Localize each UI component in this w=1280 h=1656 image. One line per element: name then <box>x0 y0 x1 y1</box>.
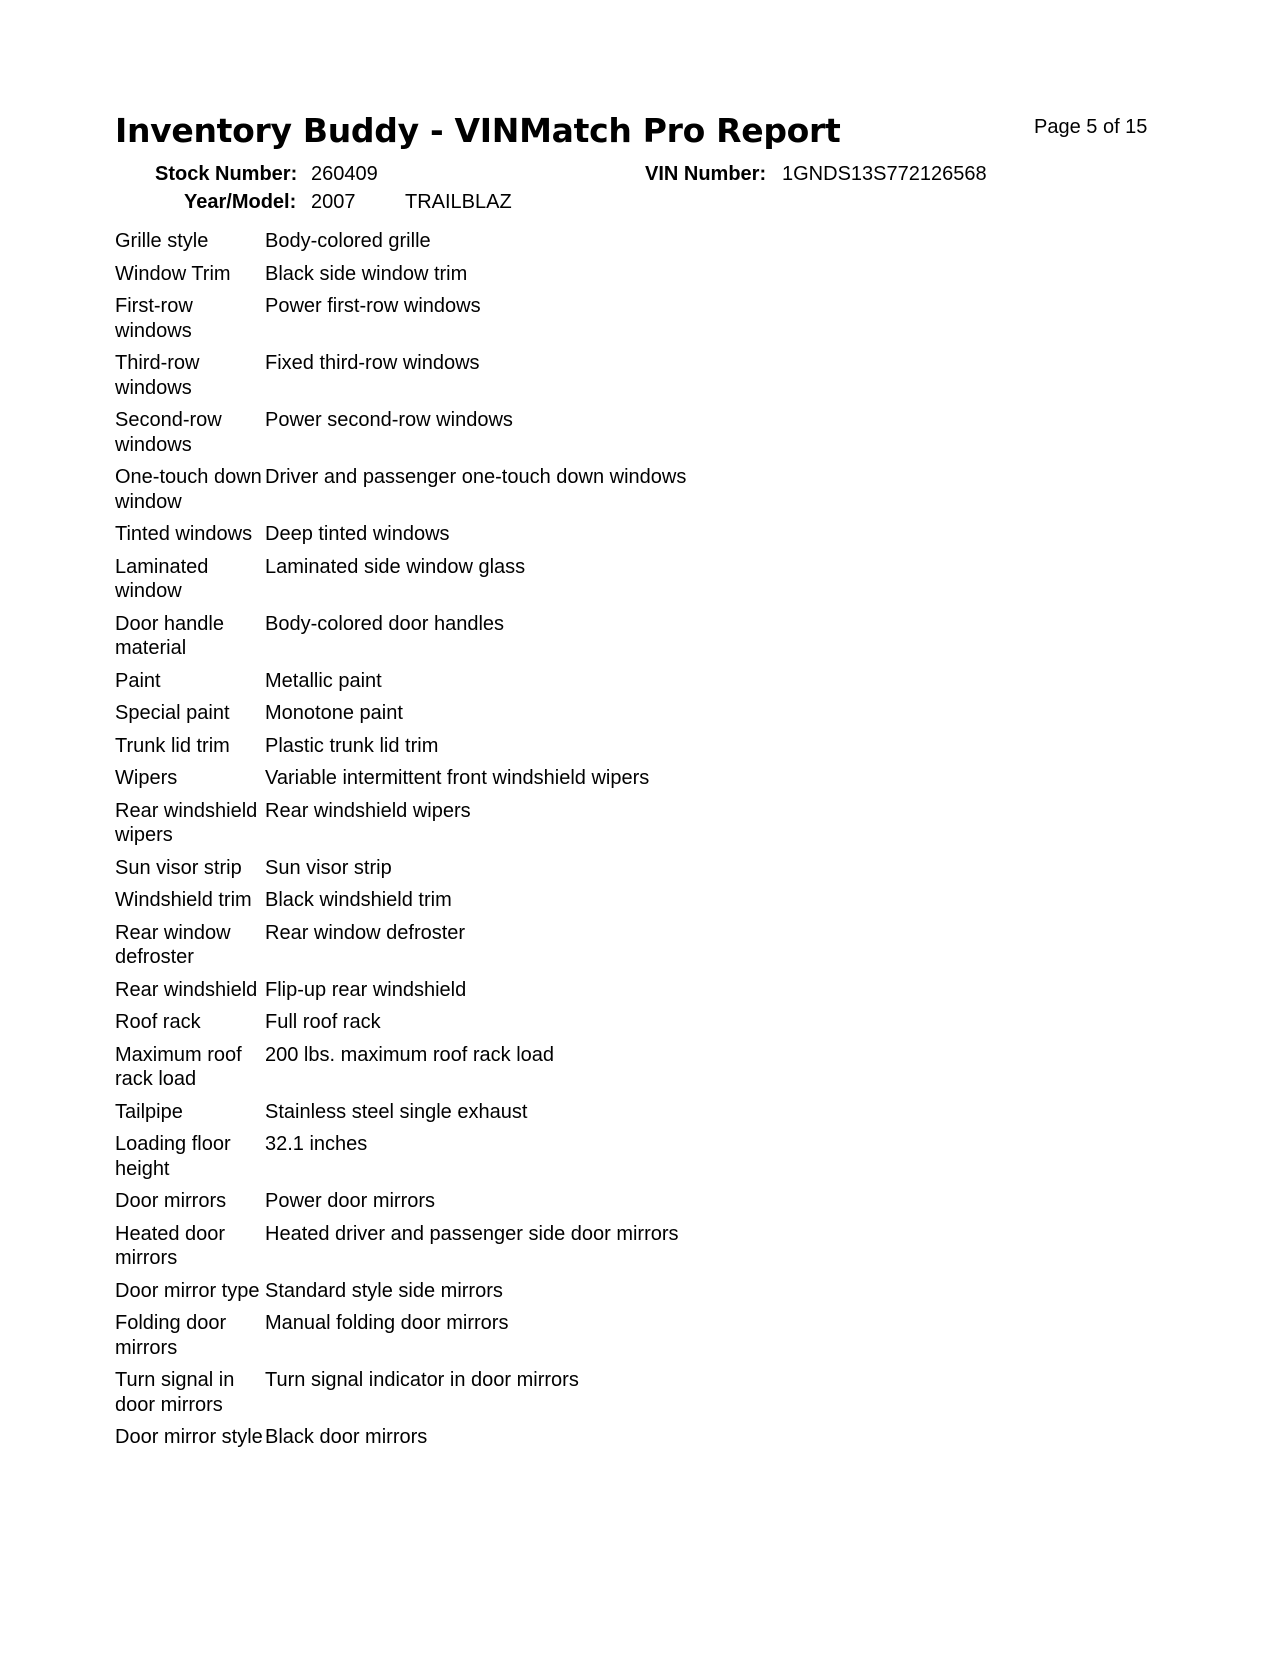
spec-label: Rear windshield wipers <box>115 799 258 846</box>
spec-label: Grille style <box>115 230 209 252</box>
report-title: Inventory Buddy - VINMatch Pro Report <box>115 111 841 150</box>
spec-row <box>115 294 686 351</box>
spec-value: 200 lbs. maximum roof rack load <box>265 1043 555 1066</box>
spec-label: Special paint <box>115 702 230 724</box>
spec-row <box>115 522 686 555</box>
spec-label: Laminated window <box>115 555 209 602</box>
spec-row <box>115 1100 686 1133</box>
spec-label: Door mirror type <box>115 1279 260 1302</box>
spec-value: Plastic trunk lid trim <box>265 734 439 757</box>
spec-row <box>115 766 686 799</box>
spec-label: Door mirror style <box>115 1426 263 1448</box>
spec-label: Trunk lid trim <box>115 734 230 757</box>
spec-row <box>115 408 686 465</box>
spec-label: Maximum roof rack load <box>115 1043 242 1090</box>
spec-label: One-touch down window <box>115 466 262 513</box>
spec-value: Full roof rack <box>265 1011 381 1033</box>
spec-value: Black side window trim <box>265 262 468 285</box>
spec-row <box>115 555 686 612</box>
spec-label: Heated door mirrors <box>115 1222 226 1269</box>
spec-value: Stainless steel single exhaust <box>265 1100 528 1123</box>
spec-value: Monotone paint <box>265 702 403 724</box>
spec-row <box>115 1311 686 1368</box>
spec-row <box>115 229 686 262</box>
spec-row <box>115 888 686 921</box>
spec-value: Flip-up rear windshield <box>265 978 467 1001</box>
spec-value: Power door mirrors <box>265 1190 436 1212</box>
spec-label: First-row windows <box>115 295 193 342</box>
spec-label: Loading floor height <box>115 1133 231 1180</box>
vin-label: VIN Number: <box>645 163 767 185</box>
spec-value: Rear window defroster <box>265 921 466 944</box>
spec-table-body <box>115 229 686 1458</box>
spec-value: Power second-row windows <box>265 409 513 431</box>
spec-table <box>115 229 686 1458</box>
year-value: 2007 <box>311 191 356 213</box>
spec-value: Deep tinted windows <box>265 523 450 545</box>
spec-value: Black windshield trim <box>265 889 452 911</box>
spec-row <box>115 701 686 734</box>
spec-value: Heated driver and passenger side door mirrors <box>265 1222 679 1245</box>
spec-label: Door handle material <box>115 612 224 659</box>
spec-value: 32.1 inches <box>265 1133 368 1155</box>
spec-label: Folding door mirrors <box>115 1312 227 1359</box>
spec-row <box>115 856 686 889</box>
spec-value: Black door mirrors <box>265 1426 428 1448</box>
spec-row <box>115 1189 686 1222</box>
spec-label: Sun visor strip <box>115 856 242 879</box>
spec-label: Third-row windows <box>115 352 200 399</box>
spec-value: Sun visor strip <box>265 856 392 879</box>
vin-value: 1GNDS13S772126568 <box>782 163 987 185</box>
spec-row <box>115 734 686 767</box>
model-value: TRAILBLAZ <box>405 191 512 213</box>
spec-row <box>115 1222 686 1279</box>
spec-row <box>115 921 686 978</box>
spec-row <box>115 1425 686 1458</box>
spec-row <box>115 612 686 669</box>
page-number: Page 5 of 15 <box>1034 116 1148 138</box>
stock-number-label: Stock Number: <box>155 163 298 185</box>
spec-label: Roof rack <box>115 1011 201 1033</box>
spec-label: Second-row windows <box>115 409 222 456</box>
spec-row <box>115 669 686 702</box>
spec-value: Driver and passenger one-touch down windows <box>265 466 687 488</box>
spec-label: Window Trim <box>115 262 231 285</box>
spec-row <box>115 799 686 856</box>
spec-row <box>115 351 686 408</box>
spec-label: Wipers <box>115 767 178 789</box>
spec-value: Power first-row windows <box>265 295 481 317</box>
spec-label: Tailpipe <box>115 1100 183 1123</box>
spec-row <box>115 1132 686 1189</box>
spec-row <box>115 1368 686 1425</box>
spec-label: Rear windshield <box>115 978 258 1001</box>
spec-value: Rear windshield wipers <box>265 799 471 822</box>
spec-row <box>115 978 686 1011</box>
spec-label: Door mirrors <box>115 1190 227 1212</box>
spec-value: Body-colored grille <box>265 230 431 252</box>
spec-row <box>115 1010 686 1043</box>
spec-value: Laminated side window glass <box>265 555 526 578</box>
spec-label: Paint <box>115 669 161 692</box>
spec-value: Standard style side mirrors <box>265 1279 503 1302</box>
spec-value: Turn signal indicator in door mirrors <box>265 1369 579 1391</box>
spec-value: Manual folding door mirrors <box>265 1312 509 1334</box>
spec-label: Rear window defroster <box>115 921 231 968</box>
spec-row <box>115 262 686 295</box>
spec-row <box>115 1043 686 1100</box>
spec-value: Fixed third-row windows <box>265 352 480 374</box>
spec-label: Tinted windows <box>115 523 253 545</box>
spec-label: Turn signal in door mirrors <box>115 1369 235 1416</box>
spec-row <box>115 1279 686 1312</box>
year-model-label: Year/Model: <box>184 191 297 213</box>
spec-value: Variable intermittent front windshield wipers <box>265 767 650 789</box>
spec-label: Windshield trim <box>115 889 252 911</box>
spec-value: Metallic paint <box>265 669 382 692</box>
stock-number-value: 260409 <box>311 163 378 185</box>
spec-value: Body-colored door handles <box>265 612 505 635</box>
spec-row <box>115 465 686 522</box>
